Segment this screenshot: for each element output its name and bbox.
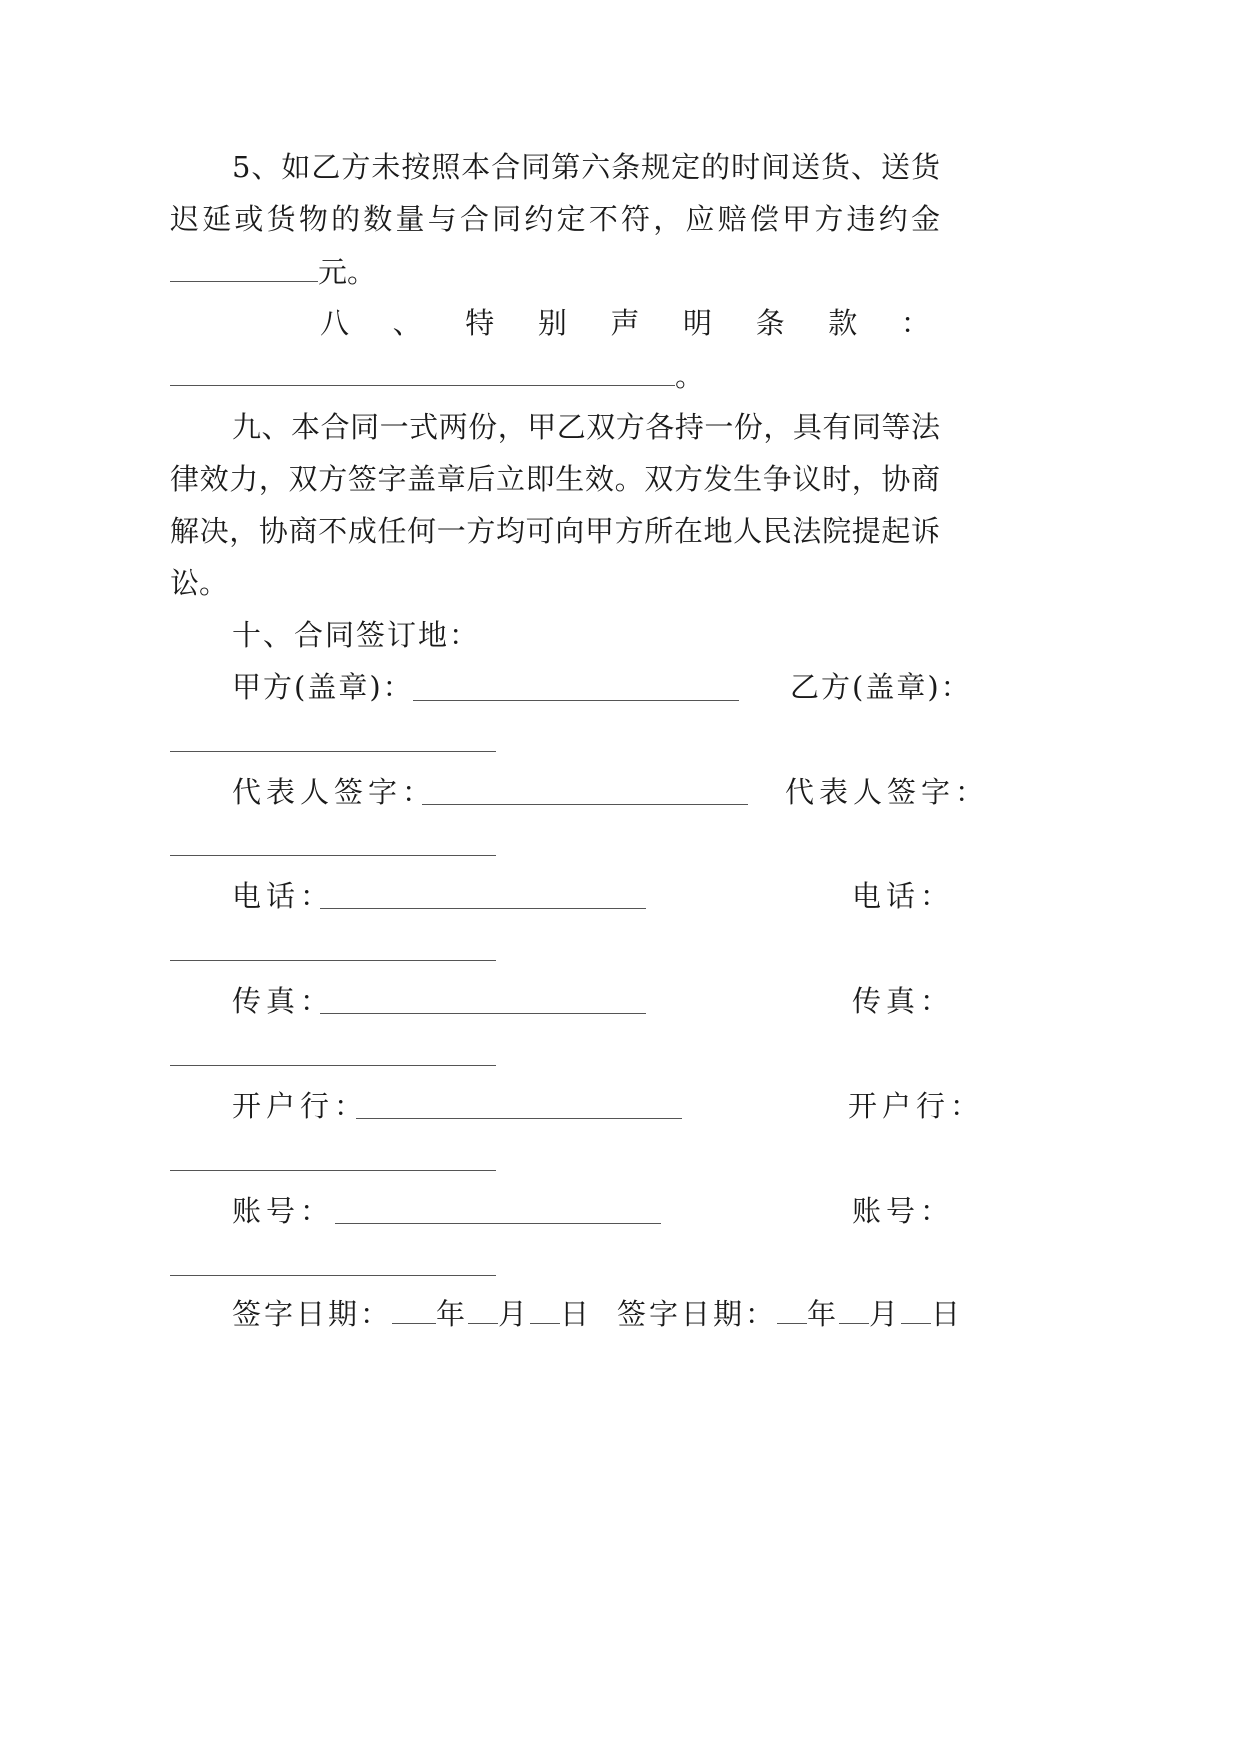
rep-b-label: 代表人签字： (785, 775, 990, 809)
clause-9-line-2: 律效力，双方签字盖章后立即生效。双方发生争议时，协商 (170, 462, 940, 496)
clause-8-char: 别 (537, 306, 567, 340)
bank-b-blank[interactable] (170, 1170, 496, 1171)
date-a-month-blank[interactable] (468, 1293, 498, 1324)
penalty-amount-blank[interactable] (170, 251, 318, 282)
account-b-blank[interactable] (170, 1275, 496, 1276)
fax-b-label: 传真： (852, 984, 955, 1018)
date-b-line (617, 1293, 963, 1334)
bank-a-label: 开户行： (232, 1089, 369, 1123)
party-b-seal-blank[interactable] (170, 751, 496, 752)
phone-a-blank[interactable] (320, 908, 646, 909)
phone-b-blank[interactable] (170, 960, 496, 961)
fax-a-blank[interactable] (320, 1013, 646, 1014)
party-a-seal-label: 甲方(盖章)： (232, 670, 414, 704)
clause-8-char: 特 (465, 306, 495, 340)
account-a-blank[interactable] (335, 1223, 661, 1224)
party-b-seal-label: 乙方(盖章)： (790, 670, 972, 704)
clause-9-line-1: 九、本合同一式两份，甲乙双方各持一份，具有同等法 (232, 410, 940, 444)
clause-9-line-3: 解决，协商不成任何一方均可向甲方所在地人民法院提起诉 (170, 514, 940, 548)
date-a-label: 签字日期： (232, 1297, 393, 1331)
yuan-suffix: 元。 (318, 255, 377, 289)
date-a-day-blank[interactable] (530, 1293, 560, 1324)
date-b-year-blank[interactable] (777, 1293, 807, 1324)
fax-b-blank[interactable] (170, 1065, 496, 1066)
clause-8-char: 款 (828, 306, 858, 340)
year-label: 年 (807, 1297, 840, 1331)
day-label: 日 (931, 1297, 964, 1331)
clause-8-char: 八 (320, 306, 350, 340)
rep-b-blank[interactable] (170, 855, 496, 856)
date-b-label: 签字日期： (617, 1297, 778, 1331)
clause-8-char: 、 (392, 306, 422, 340)
bank-a-blank[interactable] (356, 1118, 682, 1119)
clause-8-char: 声 (610, 306, 640, 340)
clause-8-char: 条 (755, 306, 785, 340)
clause-8-char: ： (900, 306, 930, 340)
clause-10: 十、合同签订地： (232, 618, 481, 652)
date-a-year-blank[interactable] (392, 1293, 436, 1324)
account-a-label: 账号： (232, 1194, 335, 1228)
date-b-month-blank[interactable] (839, 1293, 869, 1324)
date-a-line (232, 1293, 592, 1334)
day-label: 日 (560, 1297, 593, 1331)
special-terms-blank[interactable] (170, 355, 675, 386)
year-label: 年 (436, 1297, 469, 1331)
clause-8-char: 明 (683, 306, 713, 340)
phone-b-label: 电话： (852, 879, 955, 913)
fax-a-label: 传真： (232, 984, 335, 1018)
date-b-day-blank[interactable] (901, 1293, 931, 1324)
month-label: 月 (498, 1297, 531, 1331)
clause-5-line-2: 迟延或货物的数量与合同约定不符，应赔偿甲方违约金 (170, 202, 940, 236)
account-b-label: 账号： (852, 1194, 955, 1228)
clause-8-line-2 (170, 355, 704, 396)
clause-9-line-4: 讼。 (170, 566, 229, 600)
clause-5-line-3 (170, 251, 376, 292)
party-a-seal-blank[interactable] (413, 700, 739, 701)
phone-a-label: 电话： (232, 879, 335, 913)
rep-a-label: 代表人签字： (232, 775, 437, 809)
rep-a-blank[interactable] (422, 804, 748, 805)
month-label: 月 (869, 1297, 902, 1331)
bank-b-label: 开户行： (848, 1089, 985, 1123)
clause-8-period: 。 (675, 359, 705, 393)
clause-8-heading (320, 303, 930, 343)
clause-5-line-1: 5、如乙方未按照本合同第六条规定的时间送货、送货 (232, 150, 940, 184)
